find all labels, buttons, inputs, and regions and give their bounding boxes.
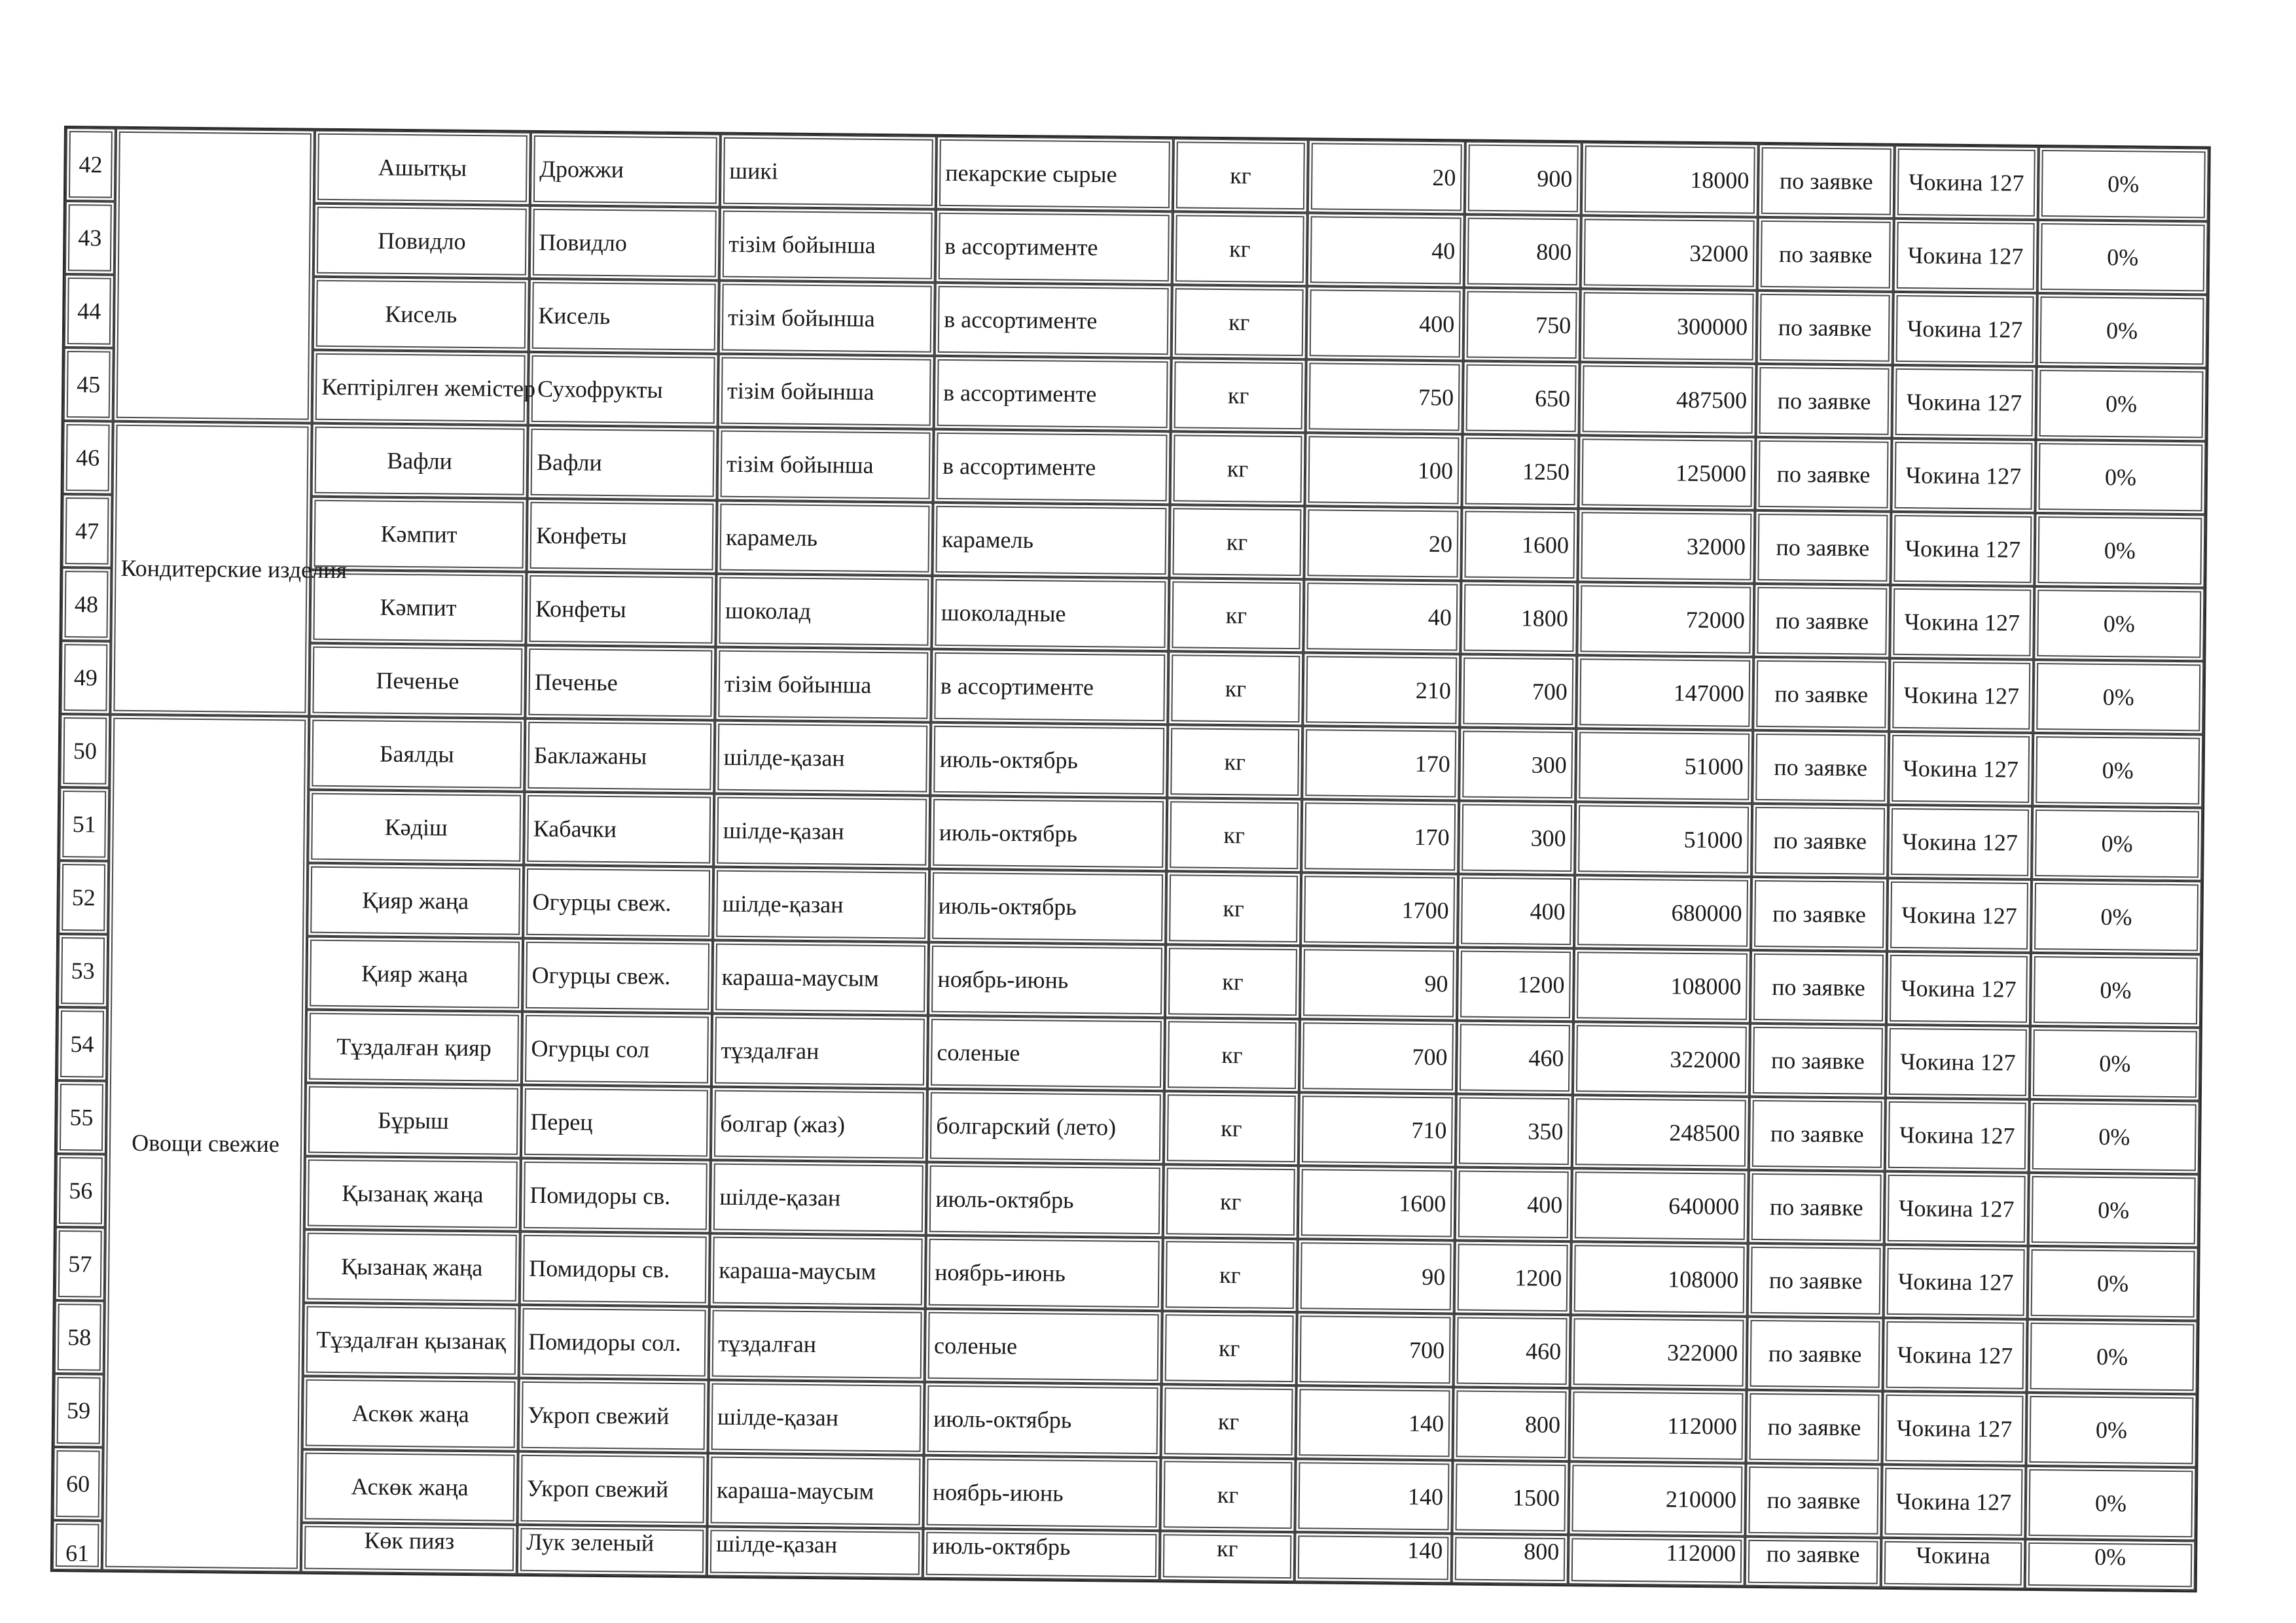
spec-russian: июль-октябрь [924, 1382, 1162, 1457]
vat-cell: 0% [2025, 1539, 2196, 1590]
sum-cell: 18000 [1581, 142, 1759, 217]
price-cell: 700 [1460, 654, 1577, 729]
sum-cell: 680000 [1574, 875, 1751, 950]
delivery-terms: по заявке [1749, 1024, 1886, 1098]
quantity-cell: 1600 [1298, 1166, 1456, 1240]
vat-cell: 0% [2030, 953, 2201, 1027]
delivery-terms: по заявке [1755, 437, 1892, 512]
name-kazakh: Аскөк жаңа [302, 1450, 518, 1525]
name-kazakh: Кәдіш [308, 790, 524, 865]
quantity-cell: 90 [1297, 1239, 1455, 1313]
name-russian: Конфеты [526, 499, 717, 574]
quantity-cell: 210 [1302, 652, 1460, 727]
delivery-terms: по заявке [1751, 877, 1888, 952]
delivery-address: Чокина 127 [1892, 365, 2037, 440]
spec-kazakh: тұздалған [709, 1307, 925, 1382]
price-cell: 800 [1464, 215, 1581, 289]
unit-cell: кг [1168, 651, 1303, 726]
sum-cell: 147000 [1576, 655, 1753, 730]
spec-kazakh: тізім бойынша [717, 427, 934, 503]
unit-cell: кг [1164, 1018, 1300, 1092]
unit-cell: кг [1166, 871, 1301, 946]
vat-cell: 0% [2033, 660, 2204, 734]
name-russian: Укроп свежий [518, 1378, 709, 1454]
spec-kazakh: тізім бойынша [719, 281, 935, 356]
price-cell: 800 [1453, 1387, 1570, 1461]
spec-russian: карамель [932, 503, 1170, 578]
unit-cell: кг [1162, 1311, 1297, 1385]
quantity-cell: 140 [1296, 1385, 1454, 1460]
procurement-table [50, 126, 2211, 1592]
name-russian: Конфеты [526, 572, 716, 647]
sum-cell: 112000 [1570, 1388, 1747, 1463]
name-kazakh: Көк пияз [301, 1523, 518, 1575]
quantity-cell: 100 [1305, 433, 1463, 507]
vat-cell: 0% [2028, 1246, 2198, 1321]
delivery-terms: по заявке [1748, 1243, 1884, 1318]
price-cell: 900 [1465, 141, 1582, 216]
delivery-terms: по заявке [1754, 510, 1891, 585]
unit-cell: кг [1172, 211, 1308, 286]
quantity-cell: 700 [1299, 1019, 1457, 1094]
delivery-address: Чокина 127 [1884, 1245, 2028, 1319]
row-number: 54 [57, 1007, 107, 1081]
name-russian: Огурцы сол [522, 1012, 712, 1087]
vat-cell: 0% [2026, 1393, 2197, 1467]
row-number: 48 [61, 567, 111, 641]
unit-cell: кг [1164, 1091, 1299, 1166]
unit-cell: кг [1173, 138, 1308, 213]
delivery-terms: по заявке [1756, 364, 1893, 438]
vat-cell: 0% [2035, 440, 2206, 514]
unit-cell: кг [1171, 358, 1306, 433]
delivery-terms: по заявке [1753, 657, 1890, 732]
name-russian: Помидоры св. [520, 1232, 710, 1307]
name-kazakh: Вафли [312, 423, 528, 499]
name-russian: Кисель [529, 279, 719, 354]
vat-cell: 0% [2029, 1099, 2200, 1174]
delivery-address: Чокина 127 [1893, 219, 2038, 293]
name-kazakh: Қияр жаңа [307, 863, 524, 938]
row-number: 56 [56, 1154, 106, 1228]
delivery-terms: по заявке [1757, 291, 1893, 365]
name-kazakh: Печенье [309, 643, 526, 719]
delivery-terms: по заявке [1757, 217, 1894, 292]
delivery-address: Чокина 127 [1886, 952, 2031, 1026]
delivery-address: Чокина 127 [1894, 145, 2039, 220]
spec-kazakh: шілде-қазан [713, 794, 930, 869]
sum-cell: 108000 [1573, 948, 1751, 1024]
unit-cell: кг [1160, 1457, 1295, 1532]
spec-russian: в ассортименте [934, 356, 1172, 431]
name-kazakh: Тұздалған қызанақ [303, 1303, 520, 1378]
spec-kazakh: карамель [716, 501, 933, 576]
spec-russian: пекарские сырые [936, 136, 1174, 211]
sum-cell: 108000 [1571, 1241, 1748, 1317]
spec-russian: в ассортименте [935, 283, 1172, 358]
quantity-cell: 140 [1295, 1532, 1452, 1583]
price-cell: 300 [1458, 801, 1575, 876]
price-cell: 1200 [1454, 1240, 1571, 1315]
name-russian: Баклажаны [524, 719, 715, 794]
row-number: 46 [63, 421, 113, 495]
quantity-cell: 170 [1302, 726, 1460, 800]
delivery-address: Чокина 127 [1888, 732, 2033, 806]
spec-kazakh: шикі [720, 134, 937, 209]
spec-kazakh: шілде-қазан [707, 1527, 924, 1578]
delivery-address: Чокина 127 [1888, 805, 2032, 880]
unit-cell: кг [1168, 578, 1304, 652]
name-russian: Укроп свежий [518, 1452, 708, 1527]
delivery-address: Чокина 127 [1882, 1391, 2026, 1466]
row-number: 61 [52, 1520, 103, 1571]
delivery-terms: по заявке [1748, 1170, 1885, 1245]
delivery-address: Чокина 127 [1881, 1465, 2026, 1539]
price-cell: 300 [1459, 728, 1576, 802]
name-kazakh: Қызанақ жаңа [304, 1230, 520, 1305]
spec-kazakh: тізім бойынша [719, 207, 936, 283]
delivery-terms: по заявке [1752, 730, 1889, 805]
delivery-address: Чокина 127 [1883, 1318, 2028, 1393]
delivery-address: Чокина 127 [1890, 512, 2035, 586]
name-kazakh: Қызанақ жаңа [304, 1156, 521, 1232]
price-cell: 460 [1454, 1313, 1571, 1388]
row-number: 45 [63, 348, 114, 421]
category-cell: Кондитерские изделия [110, 421, 312, 717]
row-number: 59 [54, 1374, 104, 1448]
spec-kazakh: шоколад [715, 574, 932, 649]
spec-russian: июль-октябрь [930, 722, 1168, 798]
spec-russian: соленые [925, 1309, 1162, 1384]
vat-cell: 0% [2038, 147, 2209, 221]
spec-russian: в ассортименте [935, 209, 1173, 285]
quantity-cell: 40 [1303, 579, 1461, 654]
sum-cell: 51000 [1575, 802, 1752, 877]
price-cell: 400 [1458, 874, 1575, 949]
price-cell: 1200 [1457, 947, 1574, 1022]
row-number: 60 [53, 1447, 103, 1521]
sum-cell: 322000 [1573, 1022, 1750, 1097]
delivery-address: Чокина 127 [1885, 1098, 2030, 1173]
spec-russian: июль-октябрь [923, 1529, 1160, 1580]
name-russian: Огурцы свеж. [523, 865, 713, 940]
row-number: 52 [58, 861, 109, 935]
delivery-terms: по заявке [1753, 584, 1890, 658]
price-cell: 1600 [1461, 508, 1578, 582]
sum-cell: 248500 [1572, 1095, 1749, 1170]
spec-kazakh: тізім бойынша [715, 647, 931, 722]
price-cell: 350 [1456, 1094, 1573, 1168]
delivery-terms: по заявке [1747, 1317, 1884, 1391]
table-body [52, 128, 2209, 1590]
spec-russian: болгарский (лето) [927, 1089, 1164, 1164]
quantity-cell: 140 [1295, 1459, 1452, 1533]
unit-cell: кг [1161, 1384, 1297, 1459]
category-cell [113, 128, 315, 423]
price-cell: 1250 [1462, 435, 1579, 509]
name-russian: Печенье [525, 645, 715, 721]
name-russian: Перец [521, 1085, 711, 1160]
name-russian: Сухофрукты [528, 352, 719, 427]
price-cell: 650 [1463, 361, 1580, 436]
vat-cell: 0% [2031, 880, 2202, 954]
unit-cell: кг [1170, 431, 1306, 506]
quantity-cell: 1700 [1300, 872, 1458, 947]
category-cell: Овощи свежие [102, 715, 310, 1573]
name-kazakh: Кәмпит [310, 570, 526, 645]
delivery-address: Чокина 127 [1890, 585, 2034, 660]
spec-kazakh: болгар (жаз) [711, 1087, 927, 1162]
name-kazakh: Повидло [314, 204, 530, 279]
sum-cell: 72000 [1577, 582, 1754, 657]
delivery-terms: по заявке [1746, 1390, 1883, 1465]
price-cell: 400 [1455, 1167, 1572, 1241]
spec-kazakh: шілде-қазан [714, 721, 931, 796]
name-kazakh: Бұрыш [305, 1083, 522, 1158]
spec-kazakh: шілде-қазан [713, 867, 929, 942]
spec-russian: ноябрь-июнь [928, 942, 1166, 1018]
name-kazakh: Қияр жаңа [306, 936, 523, 1012]
unit-cell: кг [1167, 724, 1302, 799]
row-number: 49 [60, 641, 111, 715]
name-kazakh: Кисель [313, 277, 529, 352]
delivery-address: Чокина 127 [1884, 1171, 2029, 1246]
row-number: 58 [54, 1300, 105, 1374]
sum-cell: 32000 [1577, 508, 1755, 584]
price-cell: 1800 [1460, 581, 1577, 656]
unit-cell: кг [1166, 798, 1302, 872]
unit-cell: кг [1172, 285, 1307, 359]
delivery-address: Чокина [1881, 1538, 2026, 1589]
spec-kazakh: караша-маусым [709, 1234, 926, 1309]
spec-russian: ноябрь-июнь [925, 1236, 1163, 1311]
row-number: 51 [59, 787, 109, 861]
sum-cell: 125000 [1578, 435, 1755, 510]
name-russian: Кабачки [524, 792, 714, 867]
spec-kazakh: тізім бойынша [718, 354, 935, 429]
quantity-cell: 710 [1299, 1092, 1456, 1167]
name-kazakh: Кәмпит [311, 497, 528, 572]
vat-cell: 0% [2032, 806, 2202, 881]
price-cell: 1500 [1452, 1460, 1569, 1535]
unit-cell: кг [1169, 505, 1304, 579]
name-russian: Лук зеленый [517, 1525, 708, 1577]
sum-cell: 210000 [1568, 1461, 1746, 1537]
vat-cell: 0% [2034, 513, 2205, 588]
quantity-cell: 700 [1297, 1312, 1454, 1387]
spec-kazakh: шілде-қазан [708, 1380, 925, 1455]
delivery-address: Чокина 127 [1887, 878, 2032, 953]
spec-kazakh: шілде-қазан [710, 1160, 927, 1236]
spec-kazakh: караша-маусым [707, 1454, 924, 1529]
sum-cell: 640000 [1571, 1168, 1749, 1243]
spec-russian: июль-октябрь [929, 869, 1166, 944]
vat-cell: 0% [2037, 220, 2208, 294]
sum-cell: 51000 [1575, 728, 1753, 804]
name-russian: Вафли [528, 425, 718, 501]
spec-russian: июль-октябрь [929, 796, 1167, 871]
delivery-terms: по заявке [1750, 950, 1887, 1025]
spec-russian: соленые [927, 1016, 1165, 1091]
delivery-address: Чокина 127 [1886, 1025, 2030, 1099]
spec-kazakh: караша-маусым [712, 940, 929, 1016]
name-russian: Повидло [529, 205, 720, 281]
price-cell: 750 [1463, 288, 1581, 363]
name-russian: Помидоры св. [520, 1158, 711, 1234]
vat-cell: 0% [2025, 1466, 2196, 1541]
name-kazakh: Тұздалған қияр [306, 1010, 522, 1085]
vat-cell: 0% [2030, 1026, 2200, 1101]
delivery-address: Чокина 127 [1889, 658, 2034, 733]
delivery-terms: по заявке [1745, 1537, 1882, 1588]
spec-russian: в ассортименте [933, 429, 1171, 505]
quantity-cell: 90 [1300, 946, 1458, 1020]
spec-russian: шоколадные [931, 576, 1169, 651]
unit-cell: кг [1163, 1164, 1299, 1239]
vat-cell: 0% [2036, 366, 2207, 441]
name-russian: Огурцы свеж. [522, 938, 713, 1014]
unit-cell: кг [1162, 1238, 1298, 1312]
spec-russian: ноябрь-июнь [923, 1455, 1160, 1531]
name-kazakh: Аскөк жаңа [302, 1376, 519, 1452]
quantity-cell: 20 [1304, 506, 1462, 580]
delivery-terms: по заявке [1745, 1463, 1882, 1538]
row-number: 47 [62, 494, 113, 568]
sum-cell: 487500 [1579, 362, 1757, 437]
unit-cell: кг [1165, 944, 1300, 1019]
vat-cell: 0% [2037, 293, 2208, 368]
sum-cell: 112000 [1568, 1535, 1746, 1586]
spec-russian: июль-октябрь [926, 1162, 1164, 1238]
delivery-address: Чокина 127 [1893, 292, 2037, 366]
quantity-cell: 170 [1301, 799, 1459, 874]
name-russian: Дрожжи [530, 132, 721, 207]
delivery-terms: по заявке [1751, 804, 1888, 878]
vat-cell: 0% [2032, 733, 2203, 808]
spec-kazakh: тұздалған [711, 1014, 928, 1089]
sum-cell: 32000 [1581, 215, 1758, 291]
quantity-cell: 40 [1307, 213, 1465, 287]
spec-russian: в ассортименте [931, 649, 1168, 724]
row-number: 44 [64, 274, 115, 348]
row-number: 55 [56, 1080, 107, 1154]
delivery-address: Чокина 127 [1891, 438, 2036, 513]
scanned-page [50, 126, 2207, 1571]
row-number: 53 [58, 934, 108, 1008]
sum-cell: 322000 [1570, 1315, 1748, 1390]
vat-cell: 0% [2027, 1319, 2198, 1394]
name-kazakh: Ашытқы [314, 130, 531, 205]
quantity-cell: 400 [1306, 286, 1464, 361]
row-number: 57 [55, 1227, 105, 1301]
name-kazakh: Кептірілген жемістер [312, 350, 529, 425]
row-number: 42 [65, 128, 116, 202]
quantity-cell: 750 [1306, 359, 1463, 434]
sum-cell: 300000 [1580, 289, 1757, 364]
name-russian: Помидоры сол. [519, 1305, 709, 1380]
quantity-cell: 20 [1308, 139, 1465, 214]
name-kazakh: Баялды [308, 717, 525, 792]
row-number: 50 [60, 714, 110, 788]
price-cell: 460 [1456, 1020, 1573, 1095]
unit-cell: кг [1160, 1531, 1295, 1582]
vat-cell: 0% [2034, 586, 2204, 661]
price-cell: 800 [1452, 1533, 1569, 1584]
row-number: 43 [65, 201, 115, 275]
vat-cell: 0% [2028, 1173, 2199, 1247]
delivery-terms: по заявке [1749, 1097, 1886, 1171]
delivery-terms: по заявке [1758, 144, 1895, 219]
